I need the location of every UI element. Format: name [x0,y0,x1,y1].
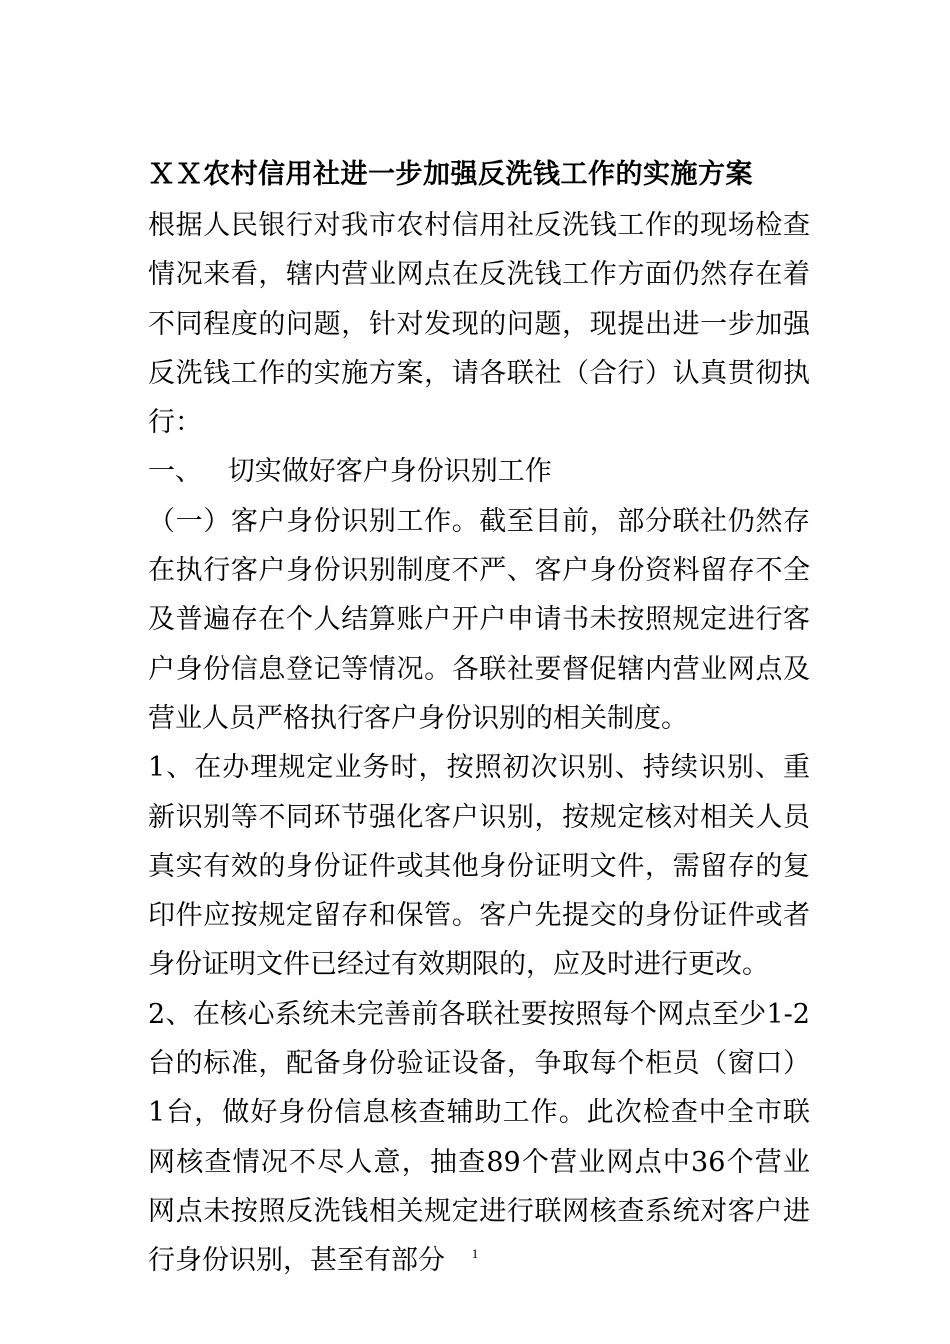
subsection-paragraph-1: （一）客户身份识别工作。截至目前，部分联社仍然存在执行客户身份识别制度不严、客户身份资料留存不全及普遍存在个人结算账户开户申请书未按照规定进行客户身份信息登记等情况。各联社要督促辖内营业网点及营业人员严格执行客户身份识别的相关制度。 [148,505,810,734]
document-title: ＸＸ农村信用社进一步加强反洗钱工作的实施方案 [148,159,753,190]
item-paragraph-2: 2、在核心系统未完善前各联社要按照每个网点至少1-2台的标准，配备身份验证设备，争取每个柜员（窗口）1台，做好身份信息核查辅助工作。此次检查中全市联网核查情况不尽人意，抽查89个营业网点中36个营业网点未按照反洗钱相关规定进行联网核查系统对客户进行身份识别，甚至有部分 [148,998,810,1277]
document-body [148,201,810,1286]
page-number: 1 [471,1246,479,1261]
intro-paragraph: 根据人民银行对我市农村信用社反洗钱工作的现场检查情况来看，辖内营业网点在反洗钱工作方面仍然存在着不同程度的问题，针对发现的问题，现提出进一步加强反洗钱工作的实施方案，请各联社（合行）认真贯彻执行： [148,210,810,439]
item-paragraph-1: 1、在办理规定业务时，按照初次识别、持续识别、重新识别等不同环节强化客户识别，按规定核对相关人员真实有效的身份证件或其他身份证明文件，需留存的复印件应按规定留存和保管。客户先提交的身份证件或者身份证明文件已经过有效期限的，应及时进行更改。 [148,752,810,981]
section-heading-1: 一、 切实做好客户身份识别工作 [148,456,552,488]
